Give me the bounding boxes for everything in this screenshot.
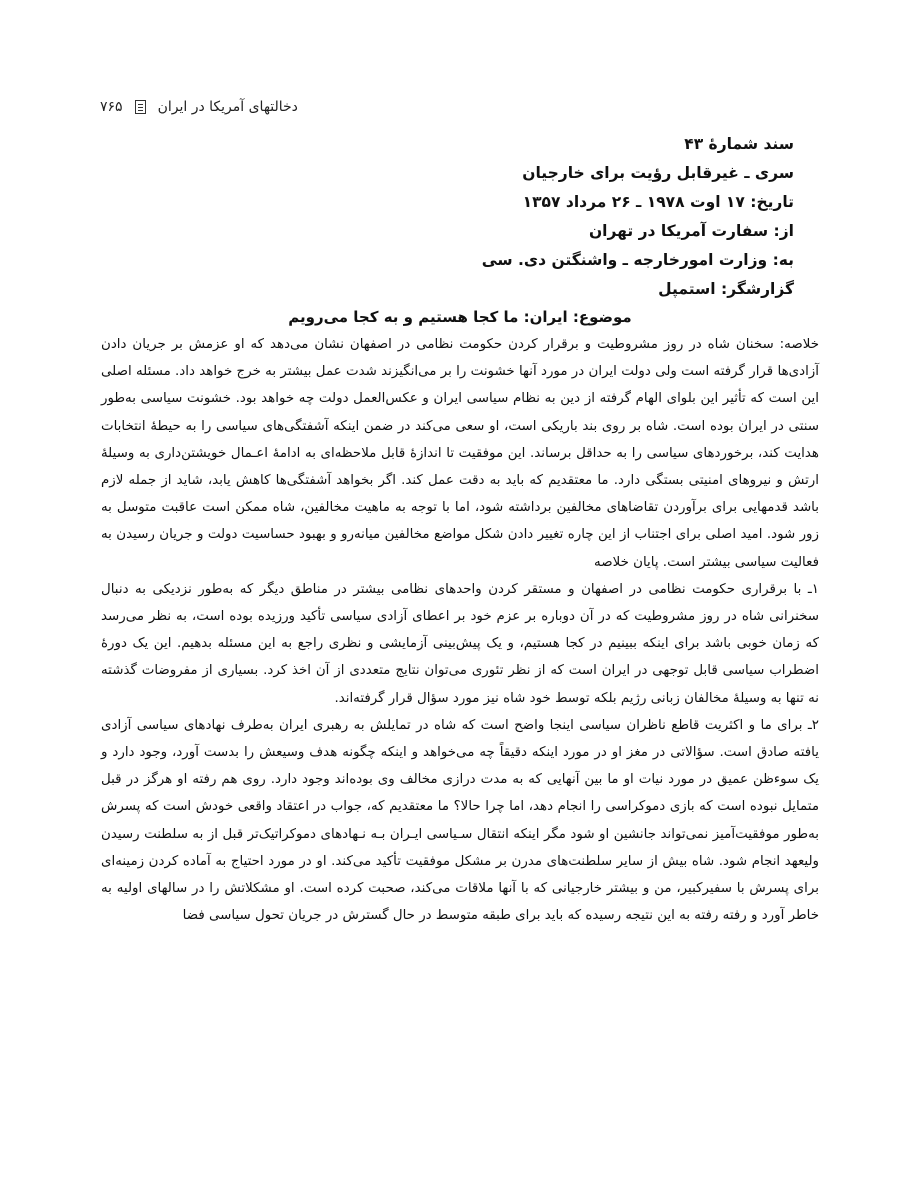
running-title: دخالتهای آمریکا در ایران xyxy=(157,99,298,115)
doc-reporter: گزارشگر: استمپل xyxy=(658,280,794,298)
classification: سری ـ غیرقابل رؤیت برای خارجیان xyxy=(522,164,794,182)
document-meta xyxy=(154,130,794,304)
doc-date: تاریخ: ۱۷ اوت ۱۹۷۸ ـ ۲۶ مرداد ۱۳۵۷ xyxy=(522,193,794,211)
book-icon xyxy=(135,100,146,114)
page-header xyxy=(100,94,820,120)
body-text xyxy=(101,331,819,929)
summary-paragraph: خلاصه: سخنان شاه در روز مشروطیت و برقرار کردن حکومت نظامی در اصفهان نشان می‌دهد که او عزمش بر جریان دادن آزادی‌ها قرار گرفته است ولی دولت ایران در مورد آنها خشونت را بر می‌انگیزند شدت عمل بیشتر به خرج خواهد داد. مسئله اصلی این است که تأثیر این بلوای الهام گرفته از دین به نظام سیاسی ایران و عکس‌العمل دولت چه خواهد بود. خشونت سیاسی به‌طور سنتی در ایران بوده است. شاه بر روی بند باریکی است، او سعی می‌کند در ضمن اینکه آشفتگی‌های سیاسی را به حیطهٔ انتخابات هدایت کند، برخوردهای سیاسی را به حداقل برساند. این موفقیت تا اندازهٔ قابل ملاحظه‌ای به ادامهٔ اعـمال خویشتن‌داری به وسیلهٔ ارتش و نیروهای امنیتی بستگی دارد. ما معتقدیم که باید به دقت عمل کند. اگر بخواهد آشفتگی‌ها کاهش یابد، شاید از جمله لازم باشد قدمهایی برای برآوردن تقاضاهای مخالفین برداشته شود، اما با توجه به ماهیت مخالفین، شاه ممکن است عاقبت متوسل به زور شود. امید اصلی برای اجتناب از این چاره تغییر دادن شکل مواضع مخالفین میانه‌رو و بهبود حساسیت دولت و جریان رسیدن به فعالیت سیاسی بیشتر است. پایان خلاصه xyxy=(101,337,819,570)
doc-to: به: وزارت امورخارجه ـ واشنگتن دی. سی xyxy=(481,251,794,269)
paragraph-1: ۱ـ با برقراری حکومت نظامی در اصفهان و مستقر کردن واحدهای نظامی بیشتر در مناطق دیگر که به‌طور نزدیکی به دنبال سخنرانی شاه در روز مشروطیت که در آن دوباره بر عزم خود بر اعطای آزادی سیاسی تأکید ورزیده بوده است، به نظر می‌رسد که زمان خوبی باشد برای اینکه ببینیم در کجا هستیم، و یک پیش‌بینی آزمایشی و نظری راجع به این مسئله بدهیم. این یک دورهٔ اضطراب سیاسی قابل توجهی در ایران است که از نظر تئوری می‌توان نتایج متعددی از آن اخذ کرد. بسیاری از مفروضات گذشته نه تنها به وسیلهٔ مخالفان زبانی رژیم بلکه توسط خود شاه نیز مورد سؤال قرار گرفته‌اند. xyxy=(101,581,819,706)
doc-from: از: سفارت آمریکا در تهران xyxy=(588,222,794,240)
subject-line: موضوع: ایران: ما کجا هستیم و به کجا می‌رویم xyxy=(288,308,632,326)
paragraph-2: ۲ـ برای ما و اکثریت قاطع ناظران سیاسی اینجا واضح است که شاه در تمایلش به رهبری ایران به‌طرف نهادهای سیاسی آزادی یافته صادق است. سؤالاتی در مغز او در مورد اینکه دقیقاً چه می‌خواهد و اینکه چگونه هدف وسیعش را بدست آورد، وجود دارد و یک سوءظن عمیق در مورد نیات او ما بین آنهایی که به مدت درازی مخالف وی بوده‌اند وجود دارد. روی هم رفته او هرگز در قبل متمایل نبوده است که بازی دموکراسی را انجام دهد، اما چرا حالا؟ ما معتقدیم که، جواب در اعتقاد واقعی خودش است که پسرش به‌طور موفقیت‌آمیز نمی‌تواند جانشین او شود مگر اینکه انتقال سـیاسی ایـران بـه نـهادهای دموکراتیک‌تر قبل از به سلطنت رسیدن ولیعهد انجام شود. شاه بیش از سایر سلطنت‌های مدرن بر مشکل موفقیت تأکید می‌کند. او در مورد احتیاج به آماده کردن زمینه‌ای برای پسرش با سفیرکبیر، من و بیشتر خارجیانی که با آنها ملاقات می‌کند، صحبت کرده است. او مشکلاتش را در سالهای اولیه به خاطر آورد و رفته رفته به این نتیجه رسیده که باید برای طبقه متوسط در حال گسترش در جریان تحول سیاسی فضا xyxy=(101,717,819,924)
doc-number: سند شمارهٔ ۴۳ xyxy=(684,135,794,153)
page-number: ۷۶۵ xyxy=(100,99,123,115)
